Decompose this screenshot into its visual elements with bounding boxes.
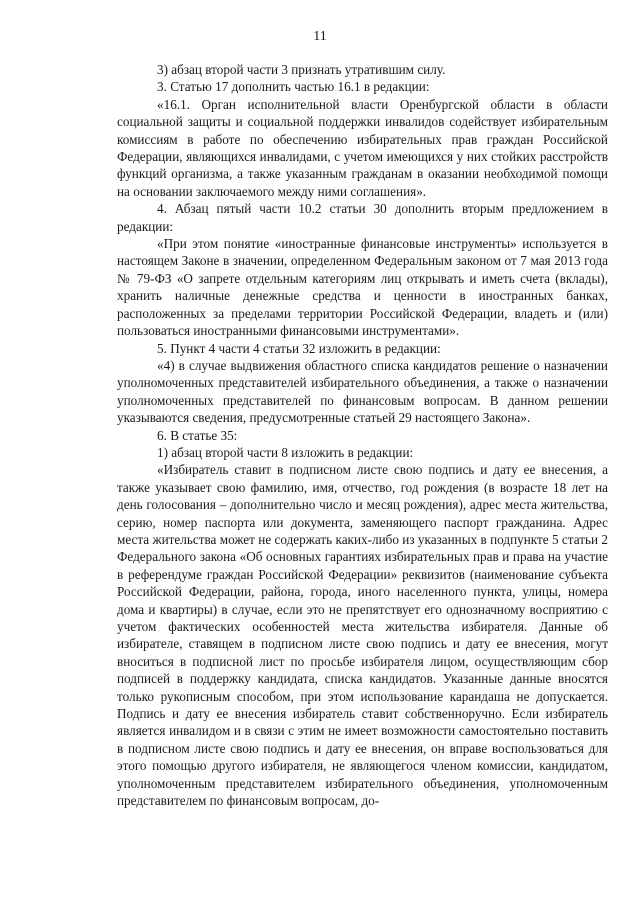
paragraph-part-16-1: «16.1. Орган исполнительной власти Оренбургской области в области социальной защиты и социальной поддержки инвалидов содействует избирательным комиссиям в работе по обеспечению избирательных прав граждан Российской Федерации, являющихся инвалидами, с учетом имеющихся у них стойких расстройств функций организма, а также указанным гражданам в оказании необходимой помощи на основании заключаемого между ними соглашения». (117, 96, 608, 199)
paragraph-article-35: 6. В статье 35: (157, 427, 238, 443)
document-body (117, 61, 608, 809)
paragraph-foreign-instruments: «При этом понятие «иностранные финансовые инструменты» используется в настоящем Законе в значении, определенном Федеральным законом от 7 мая 2013 года № 79-ФЗ «О запрете отдельным категориям лиц открывать и иметь счета (вклады), хранить наличные денежные средства и ценности в иностранных банках, расположенных за пределами территории Российской Федерации, владеть и (или) пользоваться иностранными финансовыми инструментами». (117, 236, 608, 339)
paragraph-item-3-clause-3: 3) абзац второй части 3 признать утратившим силу. (157, 62, 446, 77)
paragraph-voter-signature: «Избиратель ставит в подписном листе свою подпись и дату ее внесения, а также указывает свою фамилию, имя, отчество, год рождения (в возрасте 18 лет на день голосования – дополнительно число и месяц рождения), адрес места жительства, серию, номер паспорта или документа, заменяющего паспорт гражданина. Адрес места жительства может не содержать каких-либо из указанных в подпункте 5 статьи 2 Федерального закона «Об основных гарантиях избирательных прав и права на участие в референдуме граждан Российской Федерации» реквизитов (наименование субъекта Российской Федерации, района, города, иного населенного пункта, улицы, номера дома и квартиры) в случае, если это не препятствует его однозначному восприятию с учетом фактических особенностей места жительства избирателя. Данные об избирателе, ставящем в подписном листе свою подпись и дату ее внесения, могут вноситься в подписной лист по просьбе избирателя лицом, осуществляющим сбор подписей в поддержку кандидата, списка кандидатов. Указанные данные вносятся только рукописным способом, при этом использование карандаша не допускается. Подпись и дату ее внесения избиратель ставит собственноручно. Если избиратель является инвалидом и в связи с этим не имеет возможности самостоятельно поставить в подписном листе свою подпись и дату ее внесения, он вправе воспользоваться для этого помощью другого избирателя, не являющегося членом комиссии, кандидатом, уполномоченным представителем избирательного объединения, уполномоченным представителем по финансовым вопросам, до- (117, 462, 608, 809)
paragraph-article-32: 5. Пункт 4 части 4 статьи 32 изложить в редакции: (157, 340, 441, 356)
paragraph-article-30: 4. Абзац пятый части 10.2 статьи 30 дополнить вторым предложением в редакции: (117, 201, 608, 234)
paragraph-part-8: 1) абзац второй части 8 изложить в редакции: (157, 444, 414, 460)
page-number: 11 (313, 29, 327, 44)
paragraph-article-17: 3. Статью 17 дополнить частью 16.1 в редакции: (157, 79, 430, 95)
paragraph-regional-list: «4) в случае выдвижения областного списка кандидатов решение о назначении уполномоченных представителей избирательного объединения, а также о назначении уполномоченных представителей по финансовым вопросам. В данном решении указываются сведения, предусмотренные статьей 29 настоящего Закона». (117, 357, 608, 426)
